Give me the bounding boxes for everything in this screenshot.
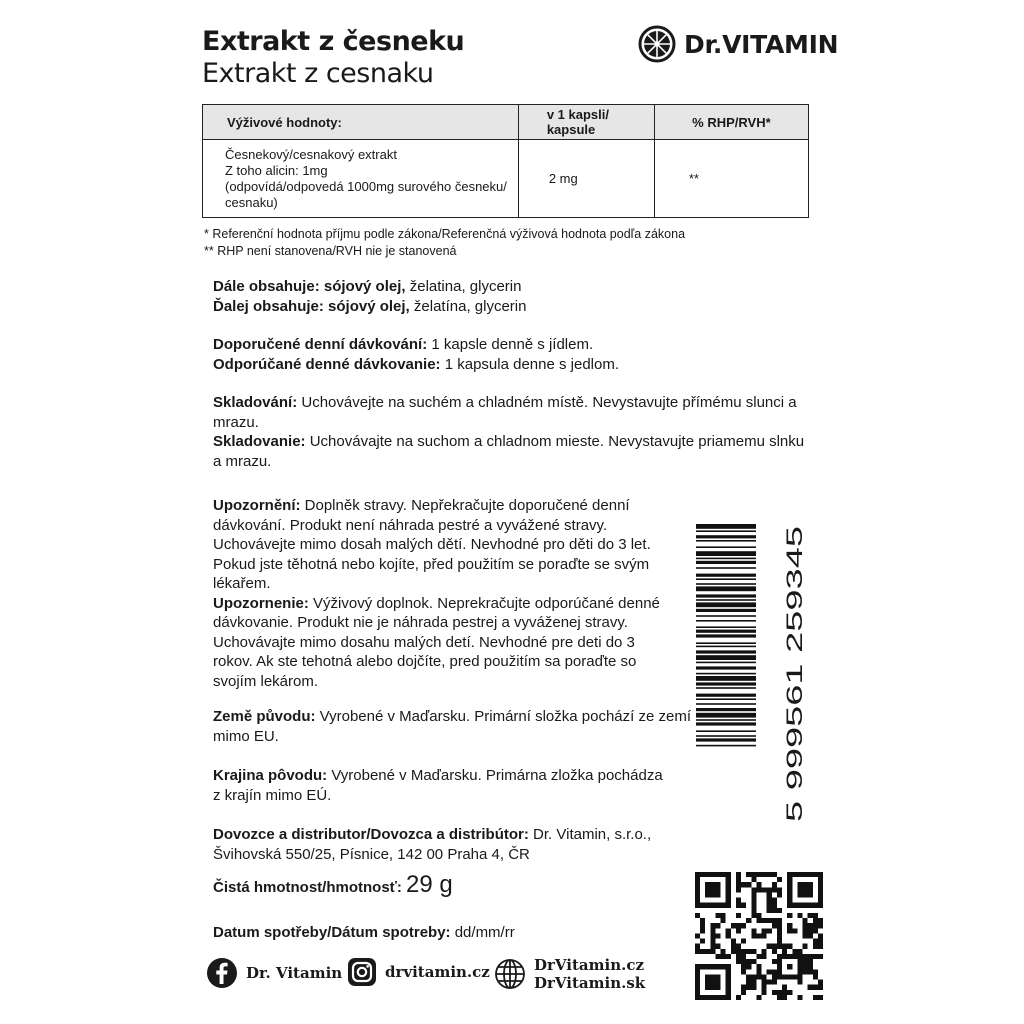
ingredients-cz: Dále obsahuje: sójový olej, želatina, glycerin: [213, 278, 522, 295]
ingredients-block: [213, 277, 683, 316]
net-weight: Čistá hmotnost/hmotnosť: 29 g: [213, 871, 453, 898]
brand-name: Dr.VITAMIN: [684, 29, 839, 59]
warning-sk: Upozornenie: Výživový doplnok. Neprekračujte odporúčané denné dávkovanie. Produkt nie je náhrada pestrej a vyváženej stravy. Uchovávajte mimo dosahu malých detí. Nevhodné pre deti do 3 rokov. Ak ste tehotná alebo dojčíte, pred použitím sa poraďte so svojím lekárom.: [213, 594, 660, 690]
barcode-digits: 5 999561 259345: [782, 650, 807, 822]
nutrition-table: [202, 104, 809, 218]
origin-cz-block: Země původu: Vyrobené v Maďarsku. Primární složka pochází ze zemí mimo EU.: [213, 708, 691, 745]
nutrition-header-amount-line2: kapsule: [546, 122, 596, 137]
nutrition-row-description: [203, 140, 519, 218]
instagram-label: drvitamin.cz: [385, 963, 490, 981]
citrus-slice-icon: [638, 25, 676, 63]
instagram-icon: [347, 957, 377, 987]
nutrition-header-percent: % RHP/RVH*: [654, 105, 808, 140]
nutrition-header-nutrient: Výživové hodnoty:: [203, 105, 519, 140]
warning-cz: Upozornění: Doplněk stravy. Nepřekračujte doporučené denní dávkování. Produkt není náhrada pestré a vyvážené stravy. Uchovávejte mimo dosah malých dětí. Nevhodné pro děti do 3 let. Pokud jste těhotná nebo kojíte, před použitím se poraďte se svým lékařem.: [213, 497, 651, 592]
website-links[interactable]: [494, 956, 645, 992]
storage-block: [213, 393, 813, 471]
dosage-sk: Odporúčané denné dávkovanie: 1 kapsula denne s jedlom.: [213, 355, 620, 373]
product-title-sk: Extrakt z cesnaku: [202, 58, 434, 89]
ingredients-sk: Ďalej obsahuje: sójový olej, želatína, glycerin: [213, 297, 527, 315]
warning-block: [213, 496, 668, 691]
dosage-block: [213, 335, 683, 374]
nutrition-row-line: Česnekový/cesnakový extrakt: [225, 146, 397, 162]
product-title-cz: Extrakt z česneku: [202, 26, 465, 57]
distributor-block: Dovozce a distributor/Dovozca a distribútor: Dr. Vitamin, s.r.o., Švihovská 550/25, Písnice, 142 00 Praha 4, ČR: [213, 826, 652, 863]
barcode-icon: [696, 524, 807, 822]
website-cz-link[interactable]: DrVitamin.cz: [534, 956, 644, 974]
origin-sk-block: Krajina pôvodu: Vyrobené v Maďarsku. Primárna zložka pochádza z krajín mimo EÚ.: [213, 767, 663, 804]
nutrition-row-amount: 2 mg: [518, 140, 654, 218]
dosage-cz: Doporučené denní dávkování: 1 kapsle denně s jídlem.: [213, 336, 594, 353]
footnote-2: ** RHP není stanovena/RVH nie je stanovená: [204, 244, 457, 258]
expiry-date: Datum spotřeby/Dátum spotreby: dd/mm/rr: [213, 924, 515, 941]
nutrition-row-line: cesnaku): [225, 194, 278, 210]
facebook-link[interactable]: [206, 957, 342, 989]
footnote-1: * Referenční hodnota příjmu podle zákona/Referenčná výživová hodnota podľa zákona: [204, 227, 686, 241]
qr-code-icon: [695, 872, 823, 1000]
globe-icon: [494, 958, 526, 990]
facebook-label: Dr. Vitamin: [246, 964, 343, 982]
website-sk-link[interactable]: DrVitamin.sk: [534, 974, 646, 992]
nutrition-row-line: (odpovídá/odpovedá 1000mg surového česneku/: [225, 178, 507, 194]
nutrition-header-amount: [518, 105, 654, 140]
brand-logo: [638, 24, 838, 64]
storage-sk: Skladovanie: Uchovávajte na suchom a chladnom mieste. Nevystavujte priamemu slnku a mrazu.: [213, 433, 805, 470]
qr-modules: [695, 872, 823, 1000]
instagram-link[interactable]: [347, 957, 490, 987]
nutrition-row-line: Z toho alicin: 1mg: [225, 162, 328, 178]
barcode-bars: [696, 524, 756, 746]
facebook-icon: [206, 957, 238, 989]
nutrition-header-amount-line1: v 1 kapsli/: [546, 107, 609, 122]
nutrition-row-percent: **: [654, 140, 808, 218]
storage-cz: Skladování: Uchovávejte na suchém a chladném místě. Nevystavujte přímému slunci a mrazu.: [213, 394, 797, 431]
